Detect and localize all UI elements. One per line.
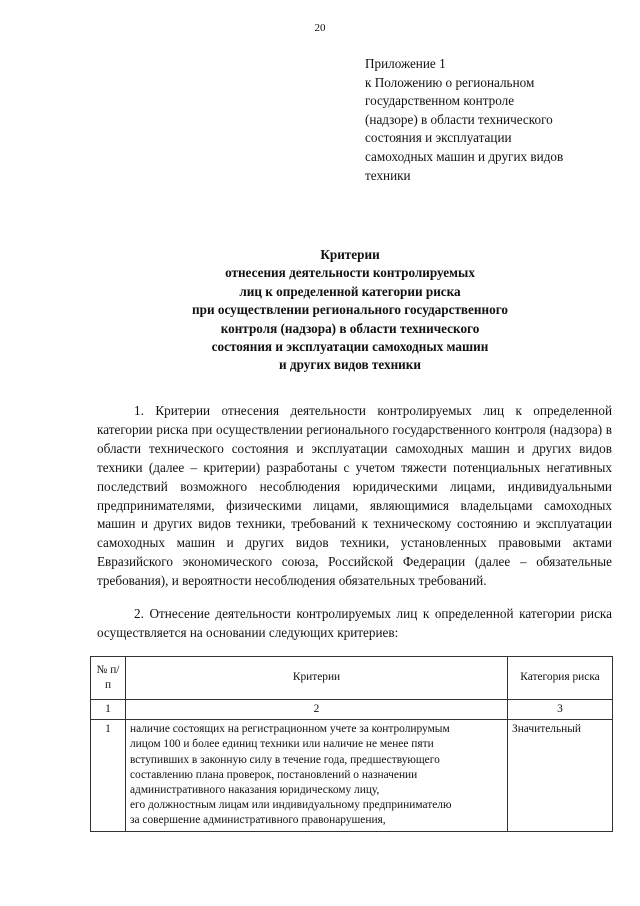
paragraph-2: 2. Отнесение деятельности контролируемых лиц к определенной категории риска осуществляется на основании следующих критериев: (97, 606, 612, 640)
title-line: Критерии (320, 247, 380, 262)
table-row (91, 720, 613, 831)
header-num: № п/п (91, 657, 126, 700)
appendix-line: к Положению о региональном (365, 74, 535, 90)
column-number: 2 (126, 700, 508, 720)
title-line: состояния и эксплуатации самоходных машин (211, 339, 489, 355)
appendix-line: самоходных машин и других видов (365, 148, 564, 164)
title-line: лиц к определенной категории риска (239, 283, 461, 299)
header-criteria: Критерии (126, 657, 508, 700)
criteria-line: составлению плана проверок, постановлений о назначении (130, 768, 418, 781)
criteria-line: лицом 100 и более единиц техники или наличие не менее пяти (130, 738, 434, 751)
column-number-row (91, 700, 613, 720)
title-line: при осуществлении регионального государственного (192, 302, 508, 318)
column-number: 3 (508, 700, 613, 720)
document-title (90, 246, 610, 375)
appendix-header (365, 55, 620, 185)
column-number: 1 (91, 700, 126, 720)
appendix-line: Приложение 1 (365, 56, 446, 71)
row-criteria (126, 720, 508, 831)
criteria-line: за совершение административного правонарушения, (130, 814, 386, 827)
paragraph-1: 1. Критерии отнесения деятельности контролируемых лиц к определенной категории риска при осуществлении регионального государственного контроля (надзора) в области технического состояния и эксплуатации самоходных машин и других видов техники (далее – критерии) разработаны с учетом тяжести потенциальных негативных последствий возможного несоблюдения юридическими лицами, индивидуальными предпринимателями, физическими лицами, являющимися владельцами самоходных машин и других видов техники, требований к техническому состоянию и эксплуатации самоходных машин и других видов техники, установленных правовыми актами Евразийского экономического союза, Российской Федерации (далее – обязательные требования), и вероятности несоблюдения обязательных требований. (97, 403, 612, 589)
criteria-line: наличие состоящих на регистрационном учете за контролирумым (130, 723, 450, 736)
row-num: 1 (91, 720, 126, 831)
title-line: отнесения деятельности контролируемых (225, 265, 475, 281)
criteria-line: его должностным лицам или индивидуальному предпринимателю (130, 799, 452, 812)
title-line: и других видов техники (279, 357, 421, 373)
appendix-line: состояния и эксплуатации (365, 130, 512, 146)
row-category: Значительный (508, 720, 613, 831)
table-header-row (91, 657, 613, 700)
header-category: Категория риска (508, 657, 613, 700)
title-line: контроля (надзора) в области технического (220, 320, 480, 336)
criteria-line: вступивших в законную силу в течение года, предшествующего (130, 753, 440, 766)
appendix-line: государственном контроле (365, 93, 515, 109)
page-number: 20 (314, 22, 326, 34)
criteria-table (90, 656, 613, 832)
criteria-line: административного наказания юридическому лицу, (130, 784, 380, 797)
appendix-line: техники (365, 167, 411, 183)
appendix-line: (надзоре) в области технического (365, 111, 553, 127)
